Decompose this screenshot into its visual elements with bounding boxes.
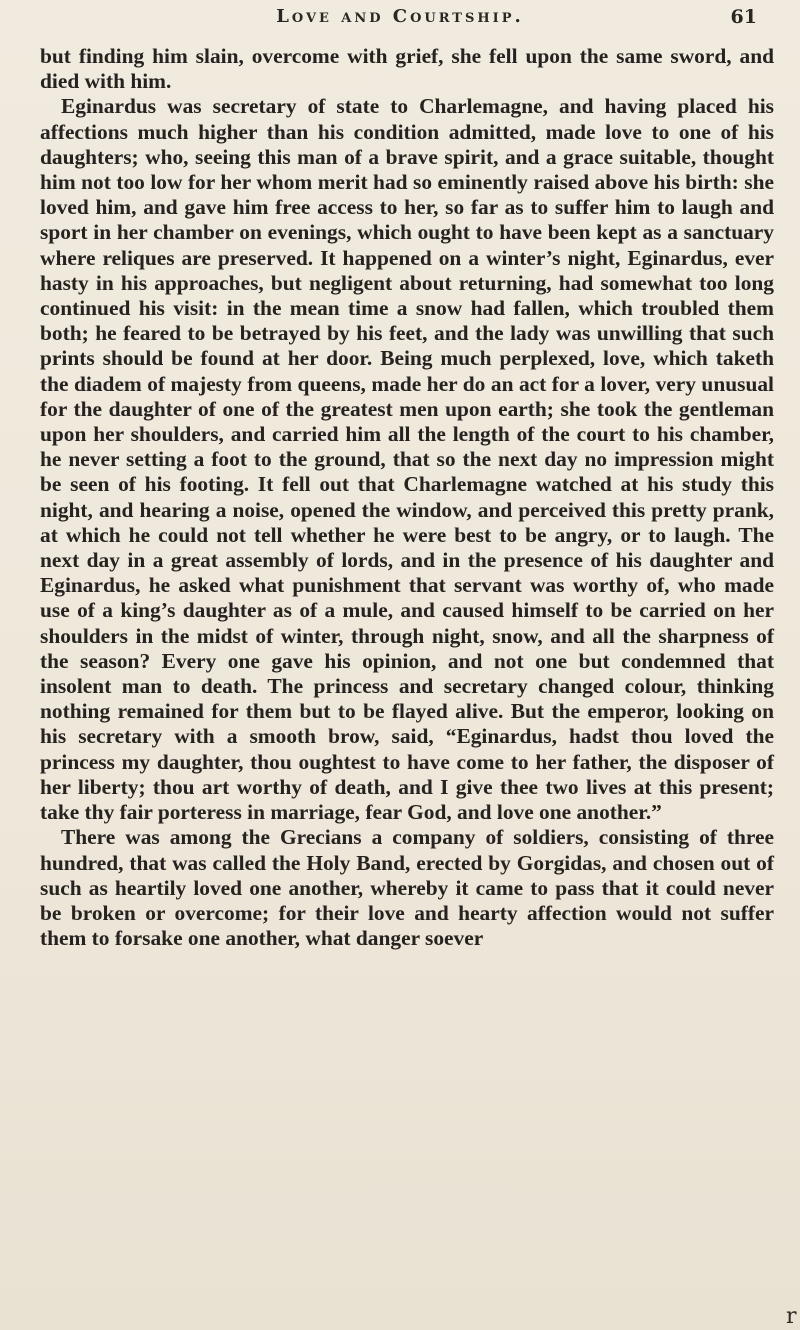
paragraph: There was among the Grecians a company of soldiers, consisting of three hundred, that was called the Holy Band, erected by Gorgidas, and chosen out of such as heartily loved one another, whereby it came to pass that it could never be broken or overcome; for their love and hearty affection would not suffer them to forsake one another, what danger soever bbox=[40, 825, 774, 951]
running-head bbox=[0, 4, 800, 34]
catchword: r bbox=[786, 1304, 797, 1328]
body-text bbox=[40, 44, 774, 951]
paragraph: Eginardus was secretary of state to Charlemagne, and having placed his affections much higher than his condition admitted, made love to one of his daughters; who, seeing this man of a brave spirit, and a grace suitable, thought him not too low for her whom merit had so eminently raised above his birth: she loved him, and gave him free access to her, so far as to suffer him to laugh and sport in her chamber on evenings, which ought to have been kept as a sanctuary where reliques are preserved. It happened on a winter’s night, Eginardus, ever hasty in his approaches, but negligent about returning, had somewhat too long continued his visit: in the mean time a snow had fallen, which troubled them both; he feared to be betrayed by his feet, and the lady was unwilling that such prints should be found at her door. Being much perplexed, love, which taketh the diadem of majesty from queens, made her do an act for a lover, very unusual for the daughter of one of the greatest men upon earth; she took the gentleman upon her shoulders, and carried him all the length of the court to his chamber, he never setting a foot to the ground, that so the next day no impression might be seen of his footing. It fell out that Charlemagne watched at his study this night, and hearing a noise, opened the window, and perceived this pretty prank, at which he could not tell whether he were best to be angry, or to laugh. The next day in a great assembly of lords, and in the presence of his daughter and Eginardus, he asked what punishment that servant was worthy of, who made use of a king’s daughter as of a mule, and caused himself to be carried on her shoulders in the midst of winter, through night, snow, and all the sharpness of the season? Every one gave his opinion, and not one but condemned that insolent man to death. The princess and secretary changed colour, thinking nothing remained for them but to be flayed alive. But the emperor, looking on his secretary with a smooth brow, said, “Eginardus, hadst thou loved the princess my daughter, thou oughtest to have come to her father, the disposer of her liberty; thou art worthy of death, and I give thee two lives at this present; take thy fair porteress in marriage, fear God, and love one another.” bbox=[40, 94, 774, 825]
paragraph: but finding him slain, overcome with grief, she fell upon the same sword, and died with him. bbox=[40, 44, 774, 94]
page-number: 61 bbox=[730, 6, 757, 28]
running-title: Love and Courtship. bbox=[276, 6, 524, 27]
